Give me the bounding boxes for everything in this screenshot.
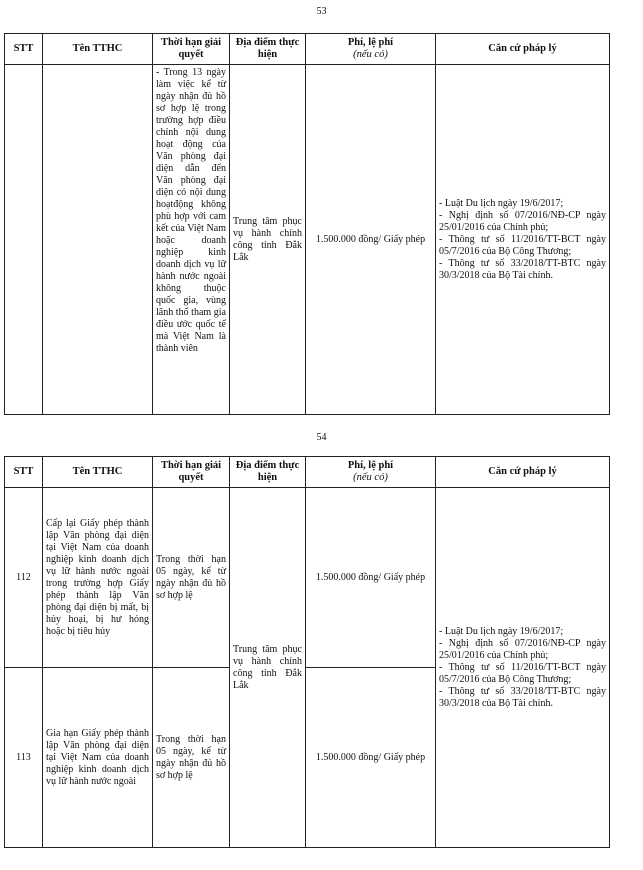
legal-item: - Thông tư số 33/2018/TT-BTC ngày 30/3/2018 của Bộ Tài chính. [439, 685, 606, 709]
header-time: Thời hạn giải quyết [153, 34, 230, 65]
cell-legal-shared [436, 488, 610, 848]
cell-name [43, 65, 153, 415]
legal-item: - Luật Du lịch ngày 19/6/2017; [439, 197, 564, 209]
legal-item: - Thông tư số 33/2018/TT-BTC ngày 30/3/2018 của Bộ Tài chính. [439, 257, 606, 281]
header-place: Địa điểm thực hiện [230, 34, 306, 65]
header-name: Tên TTHC [43, 34, 153, 65]
header-place: Địa điểm thực hiện [230, 457, 306, 488]
cell-fee: 1.500.000 đồng/ Giấy phép [306, 668, 436, 848]
legal-item: - Luật Du lịch ngày 19/6/2017; [439, 625, 564, 637]
procedure-table-page-53 [4, 33, 610, 415]
header-name: Tên TTHC [43, 457, 153, 488]
page-number: 54 [316, 432, 327, 443]
legal-item: - Thông tư số 11/2016/TT-BCT ngày 05/7/2016 của Bộ Công Thương; [439, 233, 606, 257]
cell-stt [5, 65, 43, 415]
header-time: Thời hạn giải quyết [153, 457, 230, 488]
header-legal: Căn cứ pháp lý [436, 457, 610, 488]
table-header-row [5, 34, 610, 65]
cell-time: Trong thời hạn 05 ngày, kể từ ngày nhận đủ hồ sơ hợp lệ [153, 668, 230, 848]
table-header-row [5, 457, 610, 488]
cell-fee: 1.500.000 đồng/ Giấy phép [306, 488, 436, 668]
header-legal: Căn cứ pháp lý [436, 34, 610, 65]
cell-name: Cấp lại Giấy phép thành lập Văn phòng đại diện tại Việt Nam của doanh nghiệp kinh doanh dịch vụ lữ hành nước ngoài trong trường hợp Giấy phép thành lập Văn phòng đại diện bị mất, bị hủy hoại, bị hư hỏng hoặc bị tiêu hủy [43, 488, 153, 668]
legal-item: - Thông tư số 11/2016/TT-BCT ngày 05/7/2016 của Bộ Công Thương; [439, 661, 606, 685]
header-stt: STT [5, 457, 43, 488]
table-row [5, 488, 610, 668]
cell-legal [436, 65, 610, 415]
procedure-table-page-54 [4, 456, 610, 848]
cell-time: - Trong 13 ngày làm việc kể từ ngày nhận đủ hồ sơ hợp lệ trong trường hợp điều chỉnh nội dung hoạt động của Văn phòng đại diện dẫn đến Văn phòng đại diện có nội dung hoạtđộng không phù hợp với cam kết của Việt Nam hoặc doanh nghiệp kinh doanh dịch vụ lữ hành nước ngoài không thuộc quốc gia, vùng lãnh thổ tham gia điều ước quốc tế mà Việt Nam là thành viên [153, 65, 230, 415]
cell-time: Trong thời hạn 05 ngày, kể từ ngày nhận đủ hồ sơ hợp lệ [153, 488, 230, 668]
page-number: 53 [316, 6, 327, 17]
cell-stt: 113 [5, 668, 43, 848]
legal-item: - Nghị định số 07/2016/NĐ-CP ngày 25/01/2016 của Chính phủ; [439, 209, 606, 233]
cell-stt: 112 [5, 488, 43, 668]
cell-place-shared: Trung tâm phục vụ hành chính công tỉnh Đắk Lắk [230, 488, 306, 848]
table-row [5, 65, 610, 415]
cell-place: Trung tâm phục vụ hành chính công tỉnh Đắk Lắk [230, 65, 306, 415]
cell-name: Gia hạn Giấy phép thành lập Văn phòng đại diện tại Việt Nam của doanh nghiệp kinh doanh dịch vụ lữ hành nước ngoài [43, 668, 153, 848]
legal-item: - Nghị định số 07/2016/NĐ-CP ngày 25/01/2016 của Chính phủ; [439, 637, 606, 661]
header-fee: Phí, lệ phí (nếu có) [306, 34, 436, 65]
header-stt: STT [5, 34, 43, 65]
cell-fee: 1.500.000 đồng/ Giấy phép [306, 65, 436, 415]
header-fee: Phí, lệ phí (nếu có) [306, 457, 436, 488]
